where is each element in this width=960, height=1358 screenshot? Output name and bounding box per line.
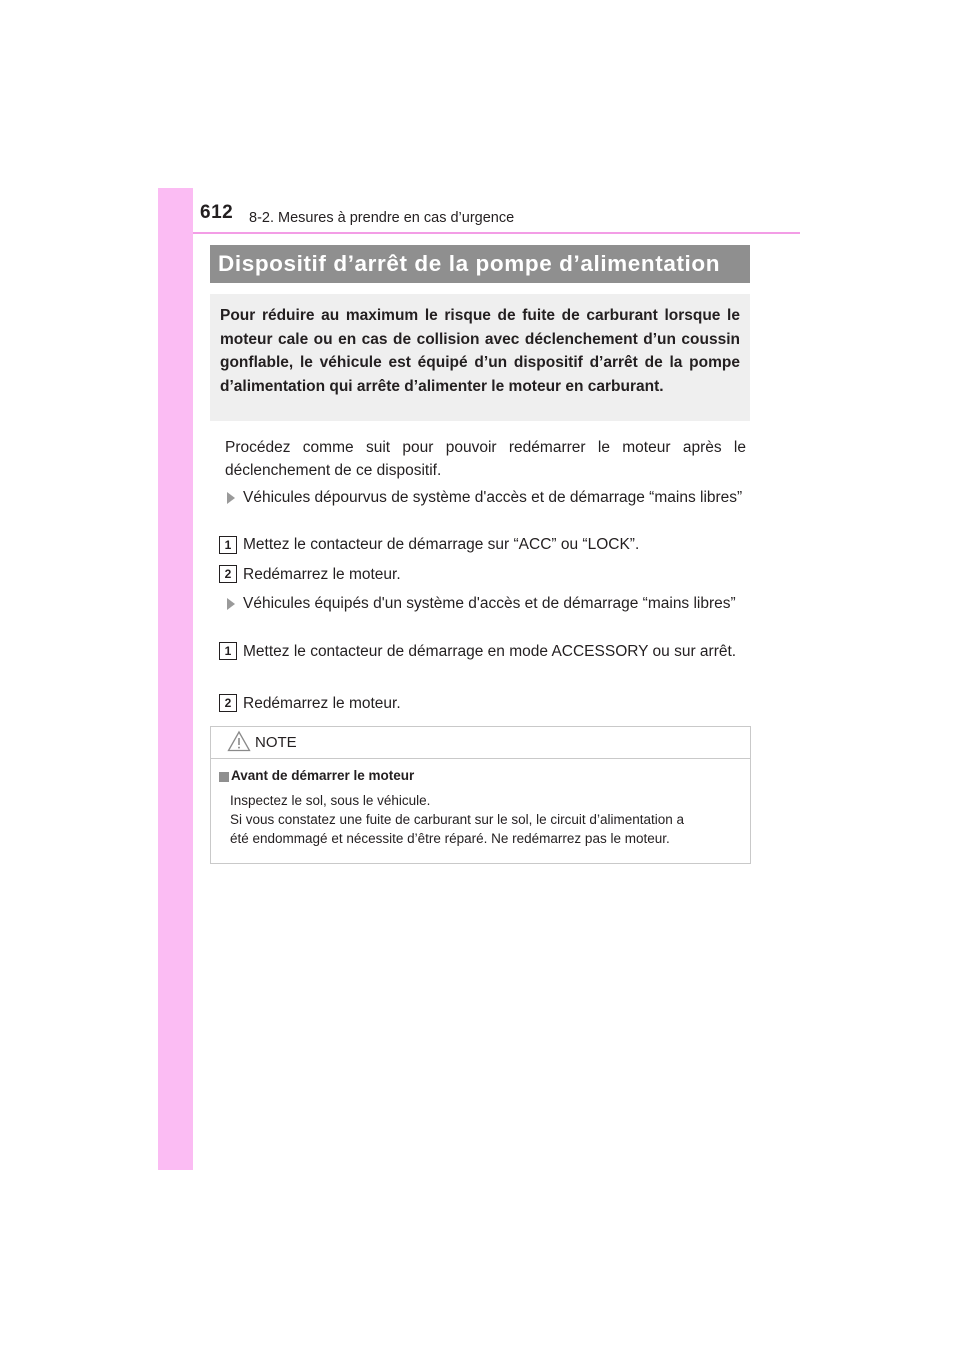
note-body xyxy=(230,791,745,848)
step-number-badge: 1 xyxy=(219,536,237,554)
procedure-heading: Véhicules équipés d'un système d'accès et de démarrage “mains libres” xyxy=(243,595,736,612)
bullet-arrow-icon xyxy=(227,492,235,504)
procedure-heading: Véhicules dépourvus de système d'accès et de démarrage “mains libres” xyxy=(243,489,743,506)
page-title: Dispositif d’arrêt de la pompe d’alimentation xyxy=(218,251,721,276)
note-label: NOTE xyxy=(255,734,297,751)
title-bar xyxy=(210,245,750,283)
step-number-badge: 2 xyxy=(219,694,237,712)
note-header xyxy=(211,727,750,759)
section-title: 8-2. Mesures à prendre en cas d’urgence xyxy=(249,210,515,226)
intro-paragraph: Procédez comme suit pour pouvoir redémarrer le moteur après le déclenchement de ce dispositif. xyxy=(225,439,746,479)
note-heading: Avant de démarrer le moteur xyxy=(231,768,415,783)
summary-box xyxy=(210,294,750,421)
note-box xyxy=(210,726,751,864)
note-line: été endommagé et nécessite d’être réparé. Ne redémarrez pas le moteur. xyxy=(230,831,670,846)
step-text: Redémarrez le moteur. xyxy=(243,695,401,712)
bullet-arrow-icon xyxy=(227,598,235,610)
summary-text: Pour réduire au maximum le risque de fuite de carburant lorsque le moteur cale ou en cas de collision avec déclenchement d’un coussin gonflable, le véhicule est équipé d’un dispositif d’arrêt de la pompe d’alimentation qui arrête d’alimenter le moteur en carburant. xyxy=(220,307,740,395)
header-rule xyxy=(193,232,800,234)
step-number-badge: 1 xyxy=(219,642,237,660)
note-line: Si vous constatez une fuite de carburant sur le sol, le circuit d’alimentation a xyxy=(230,812,684,827)
step-text: Redémarrez le moteur. xyxy=(243,566,401,583)
side-color-band xyxy=(158,188,193,1170)
note-line: Inspectez le sol, sous le véhicule. xyxy=(230,793,431,808)
step-text: Mettez le contacteur de démarrage en mode ACCESSORY ou sur arrêt. xyxy=(243,643,737,660)
warning-triangle-icon xyxy=(227,730,251,752)
step-text: Mettez le contacteur de démarrage sur “ACC” ou “LOCK”. xyxy=(243,536,640,553)
step-number-badge: 2 xyxy=(219,565,237,583)
note-bullet-square xyxy=(219,772,229,782)
page-number: 612 xyxy=(200,202,234,223)
